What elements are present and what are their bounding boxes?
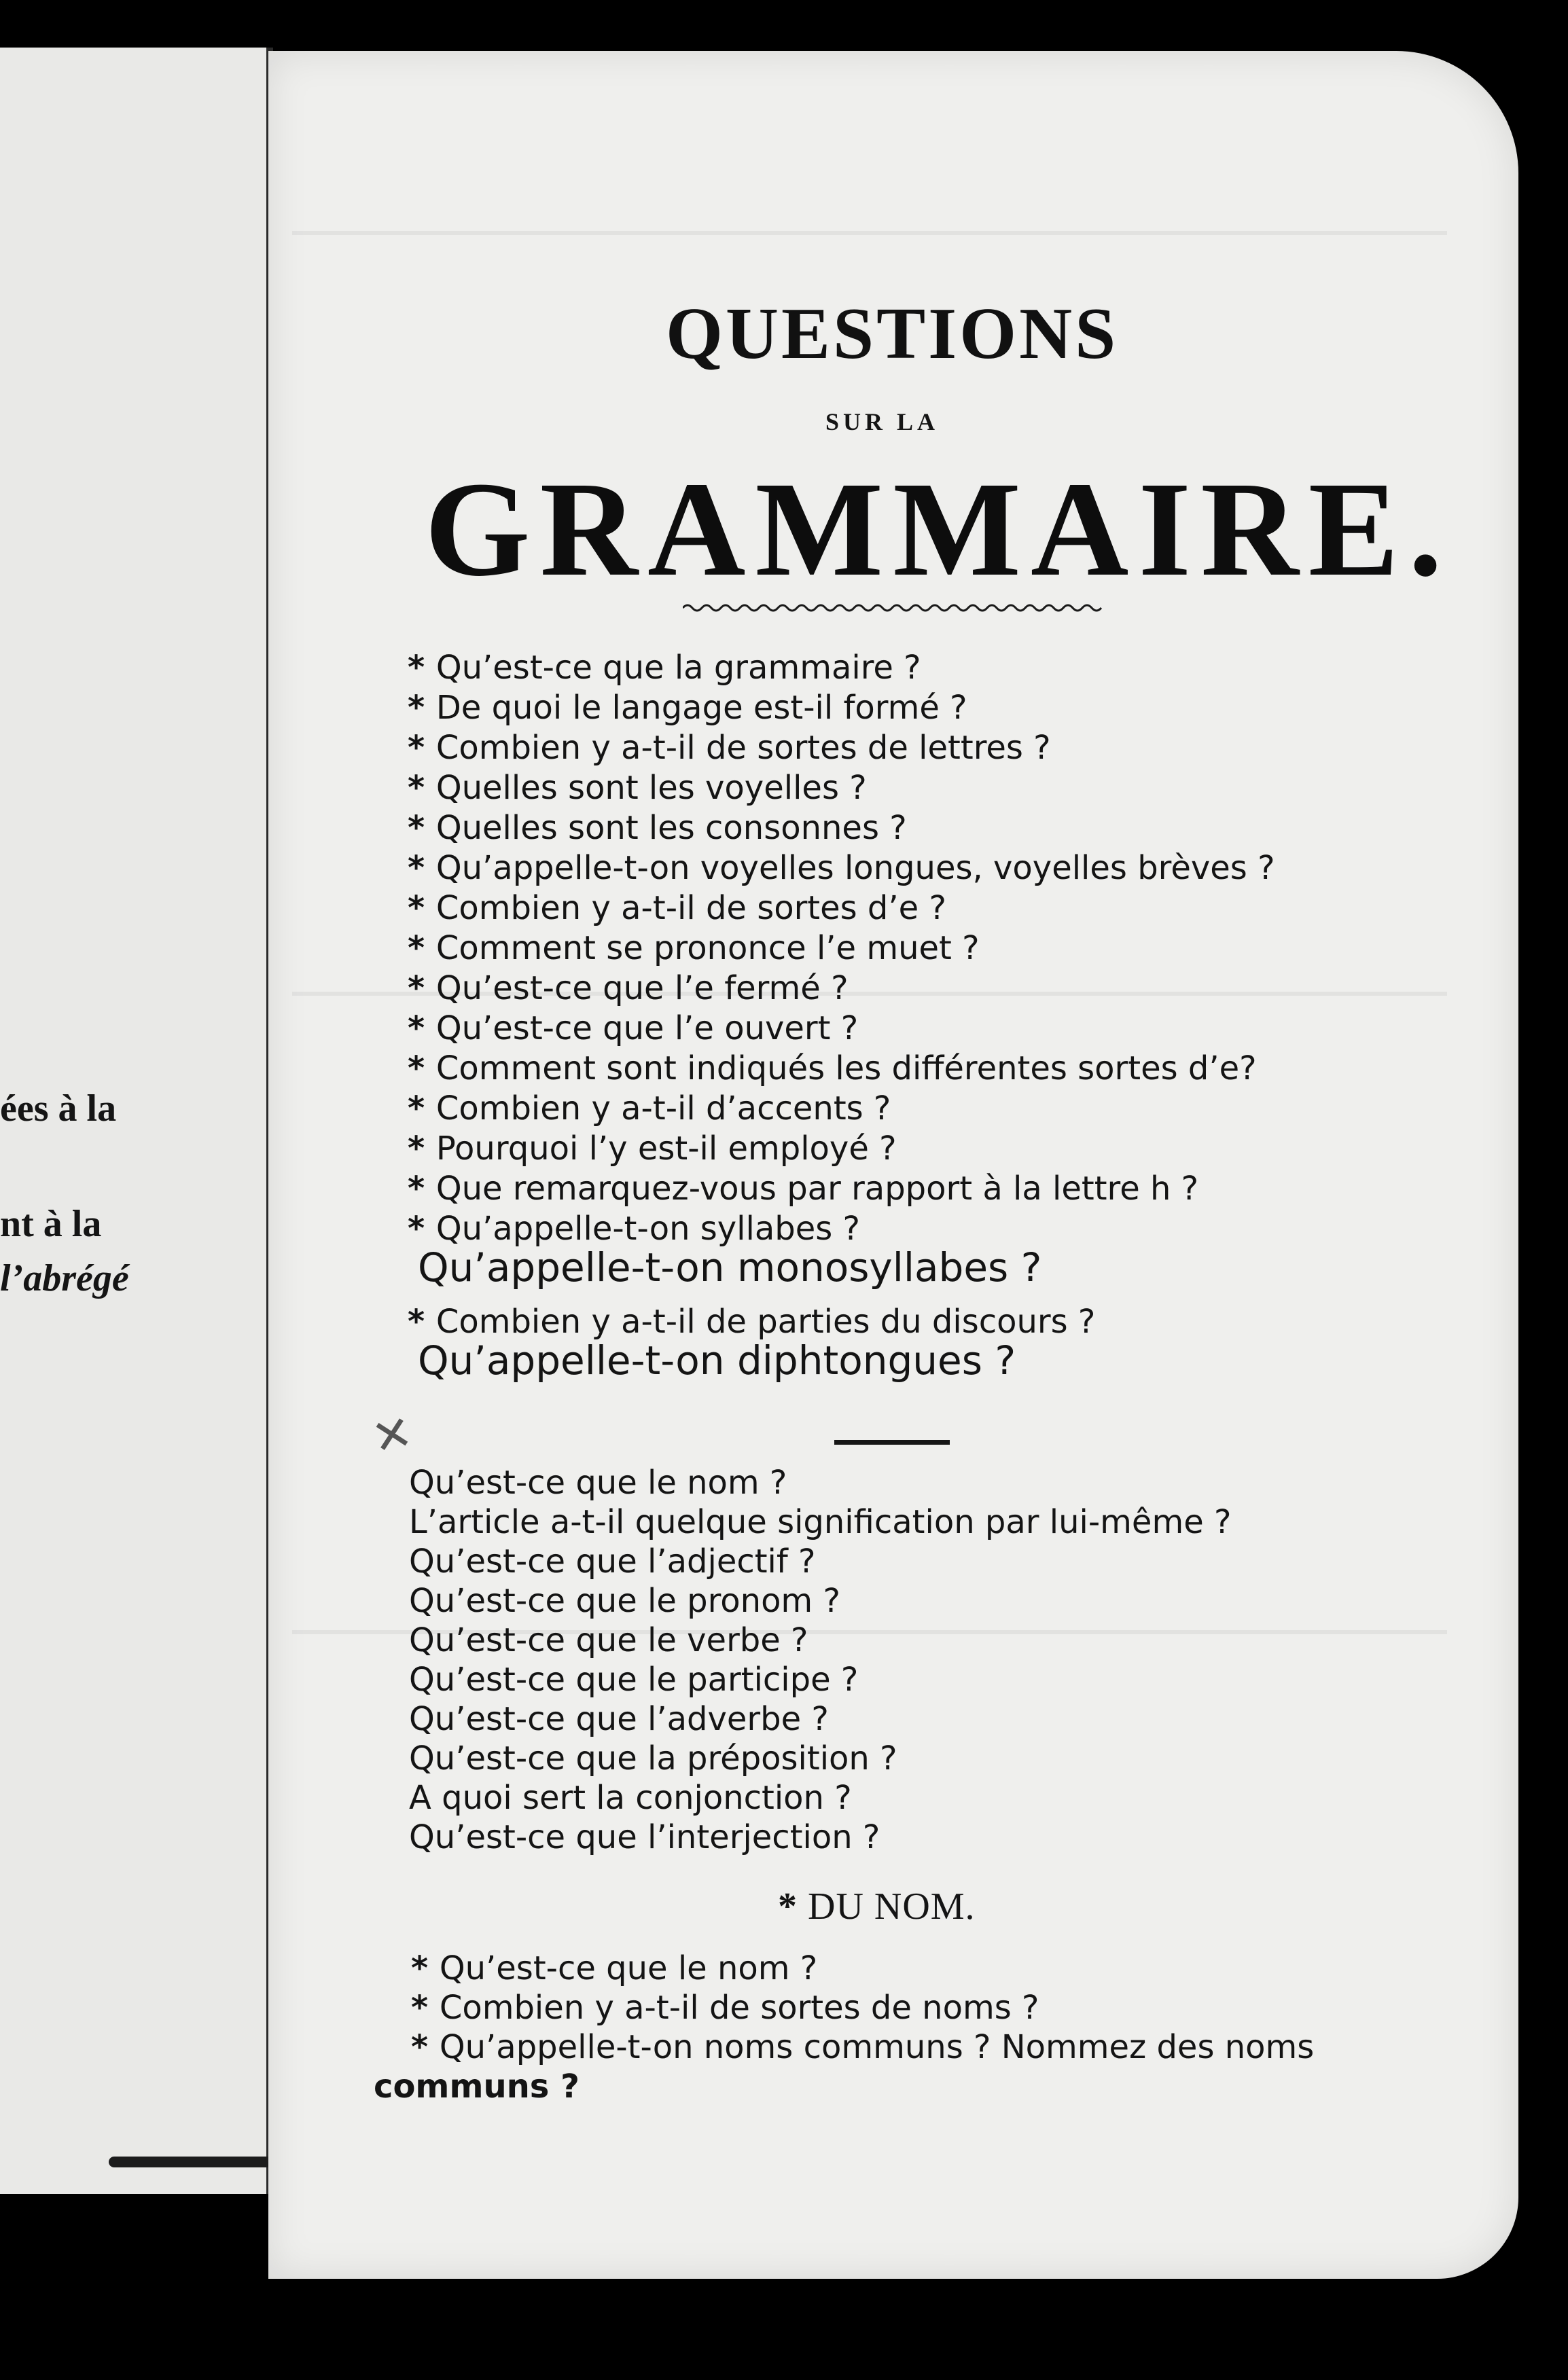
question-line: * Qu’est-ce que le nom ? [411, 1949, 817, 1987]
question-line: * Combien y a-t-il d’accents ? [408, 1089, 891, 1128]
question-line: * Pourquoi l’y est-il employé ? [408, 1130, 897, 1168]
left-page-fragment [0, 48, 273, 2194]
question-line: A quoi sert la conjonction ? [409, 1779, 852, 1817]
question-line: Qu’est-ce que la préposition ? [409, 1739, 897, 1778]
question-line: * Qu’appelle-t-on voyelles longues, voyelles brèves ? [408, 849, 1275, 887]
question-line: * Qu’est-ce que la grammaire ? [408, 649, 921, 687]
question-line: * Quelles sont les voyelles ? [408, 769, 867, 807]
title-grammaire: GRAMMAIRE. [425, 454, 1453, 605]
bleed-through-mark [292, 231, 1447, 235]
question-line: * Comment se prononce l’e muet ? [408, 929, 980, 967]
question-line: * Quelles sont les consonnes ? [408, 809, 907, 847]
question-line: Qu’est-ce que le verbe ? [409, 1621, 808, 1659]
question-line: * Qu’est-ce que l’e ouvert ? [408, 1009, 858, 1047]
question-line: communs ? [374, 2068, 580, 2106]
question-line: * Combien y a-t-il de sortes d’e ? [408, 889, 946, 927]
left-page-line-3: l’abrégé [0, 1257, 129, 1299]
question-line: * Qu’appelle-t-on syllabes ? [408, 1210, 860, 1248]
question-line: * Qu’appelle-t-on noms communs ? Nommez des noms [411, 2028, 1314, 2066]
question-line: L’article a-t-il quelque signification par lui-même ? [409, 1503, 1232, 1541]
pencil-x-mark: ✕ [367, 1403, 418, 1467]
question-line: * Combien y a-t-il de sortes de noms ? [411, 1989, 1039, 2027]
question-line: Qu’est-ce que l’interjection ? [409, 1818, 880, 1856]
section-rule [834, 1440, 950, 1445]
left-page-line-1: ées à la [0, 1087, 117, 1130]
left-page-line-2: nt à la [0, 1203, 102, 1245]
question-line: Qu’appelle-t-on diphtongues ? [418, 1337, 1016, 1384]
question-line: Qu’est-ce que le pronom ? [409, 1582, 840, 1620]
section-heading-du-nom: * DU NOM. [778, 1885, 976, 1928]
question-line: Qu’est-ce que le nom ? [409, 1464, 787, 1502]
question-line: * Combien y a-t-il de sortes de lettres ? [408, 729, 1051, 767]
question-line: Qu’est-ce que l’adverbe ? [409, 1700, 829, 1738]
question-line: Qu’appelle-t-on monosyllabes ? [418, 1244, 1042, 1291]
question-line: * Comment sont indiqués les différentes sortes d’e? [408, 1049, 1257, 1087]
question-line: * Combien y a-t-il de parties du discours ? [408, 1303, 1095, 1341]
question-line: * Que remarquez-vous par rapport à la lettre h ? [408, 1170, 1198, 1208]
binding-crease [109, 2157, 285, 2167]
wavy-rule [683, 601, 1104, 615]
question-line: Qu’est-ce que l’adjectif ? [409, 1543, 816, 1581]
title-questions: QUESTIONS [666, 293, 1119, 374]
question-line: * Qu’est-ce que l’e fermé ? [408, 969, 849, 1007]
title-sur-la: SUR LA [825, 408, 940, 435]
question-line: * De quoi le langage est-il formé ? [408, 689, 967, 727]
question-line: Qu’est-ce que le participe ? [409, 1661, 859, 1699]
